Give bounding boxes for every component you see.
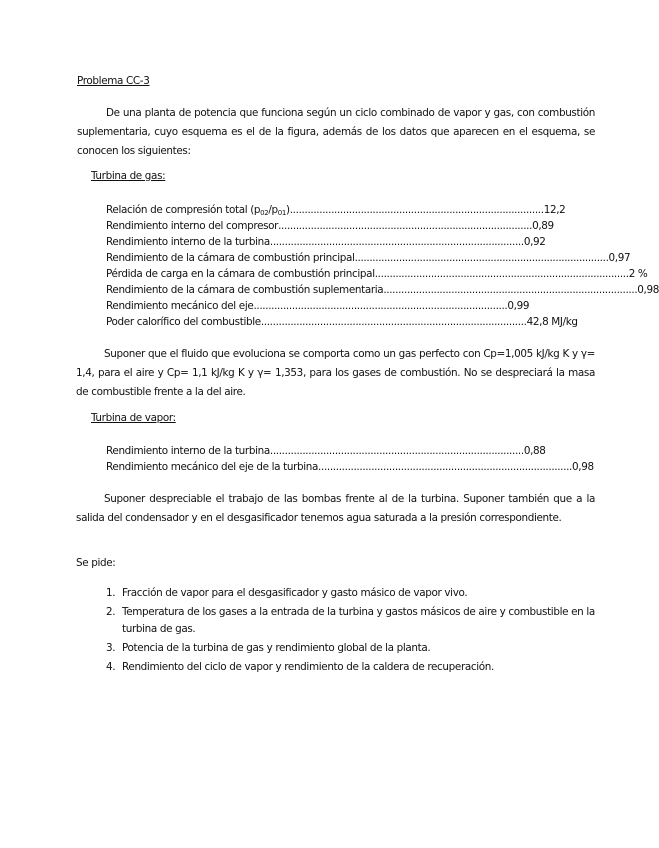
gas-item-label: Rendimiento interno del compresor [106,220,279,232]
gas-item-label: Pérdida de carga en la cámara de combustión principal [106,268,375,280]
gas-item-label: Poder calorífico del combustible [106,316,261,328]
gas-item-value: 2 % [628,268,648,280]
steam-item-mechanical-efficiency [106,459,594,475]
dot-leader: .......................................................................................... [260,316,527,328]
list-item [106,640,596,657]
steam-item-value: 0,88 [523,445,546,457]
list-text: Rendimiento del ciclo de vapor y rendimiento de la caldera de recuperación. [122,661,494,673]
dot-leader: ...................................................................................... [253,300,508,312]
asks-list [106,585,596,676]
gas-item-value: 12,2 [543,204,566,216]
gas-turbine-heading: Turbina de gas: [91,170,166,182]
steam-item-label: Rendimiento mecánico del eje de la turbina [106,461,319,473]
list-text: Fracción de vapor para el desgasificador y gasto másico de vapor vivo. [122,587,468,599]
gas-item-compression-ratio [106,202,566,218]
list-item [106,585,596,602]
gas-item-value: 0,98 [637,284,659,296]
dot-leader: ...................................................................................... [374,268,629,280]
gas-item-supplementary-combustor-efficiency [106,282,659,298]
list-number: 2. [106,606,116,618]
gas-item-calorific-value [106,314,578,330]
gas-item-turbine-efficiency [106,234,546,250]
gas-item-pressure-loss [106,266,648,282]
dot-leader: ...................................................................................... [354,252,609,264]
gas-item-value: 42,8 MJ/kg [526,316,578,328]
gas-item-label: Rendimiento de la cámara de combustión principal [106,252,355,264]
list-text: Potencia de la turbina de gas y rendimiento global de la planta. [122,642,431,654]
list-text: Temperatura de los gases a la entrada de la turbina y gastos másicos de aire y combustible en la turbina de gas. [122,606,595,635]
steam-item-turbine-efficiency [106,443,546,459]
gas-assumption-paragraph: Suponer que el fluido que evoluciona se comporta como un gas perfecto con Cp=1,005 kJ/kg K y γ= 1,4, para el aire y Cp= 1,1 kJ/kg K y γ= 1,353, para los gases de combustión. No se despreciará la masa de combustible frente a la del aire. [76,348,595,398]
dot-leader: ...................................................................................... [318,461,572,473]
gas-item-label: Rendimiento interno de la turbina [106,236,270,248]
list-number: 1. [106,587,116,599]
gas-item-value: 0,99 [507,300,530,312]
steam-assumption-paragraph: Suponer despreciable el trabajo de las bombas frente al de la turbina. Suponer también que a la salida del condensador y en el desgasificador tenemos agua saturada a la presión correspondiente. [76,493,595,524]
gas-item-value: 0,89 [532,220,554,232]
problem-title: Problema CC-3 [77,75,150,87]
steam-turbine-heading: Turbina de vapor: [91,412,176,424]
gas-item-label: Relación de compresión total $(p_{02}/p_{01})$ [106,204,290,217]
list-number: 3. [106,642,116,654]
dot-leader: ...................................................................................... [383,284,638,296]
asks-heading: Se pide: [76,557,116,569]
gas-item-mechanical-efficiency [106,298,530,314]
dot-leader: ...................................................................................... [289,204,544,216]
dot-leader: ...................................................................................... [269,236,524,248]
dot-leader: ...................................................................................... [278,220,533,232]
gas-item-label: Rendimiento de la cámara de combustión suplementaria [106,284,384,296]
gas-item-value: 0,92 [523,236,546,248]
gas-item-main-combustor-efficiency [106,250,631,266]
gas-item-compressor-efficiency [106,218,554,234]
steam-item-value: 0,98 [572,461,594,473]
intro-paragraph: De una planta de potencia que funciona según un ciclo combinado de vapor y gas, con combustión suplementaria, cuyo esquema es el de la figura, además de los datos que aparecen en el esquema, se conocen los siguientes: [77,107,595,157]
dot-leader: ...................................................................................... [269,445,524,457]
list-item [106,659,596,676]
steam-item-label: Rendimiento interno de la turbina [106,445,270,457]
gas-item-label: Rendimiento mecánico del eje [106,300,254,312]
gas-item-value: 0,97 [608,252,631,264]
list-number: 4. [106,661,116,673]
list-item [106,604,596,638]
